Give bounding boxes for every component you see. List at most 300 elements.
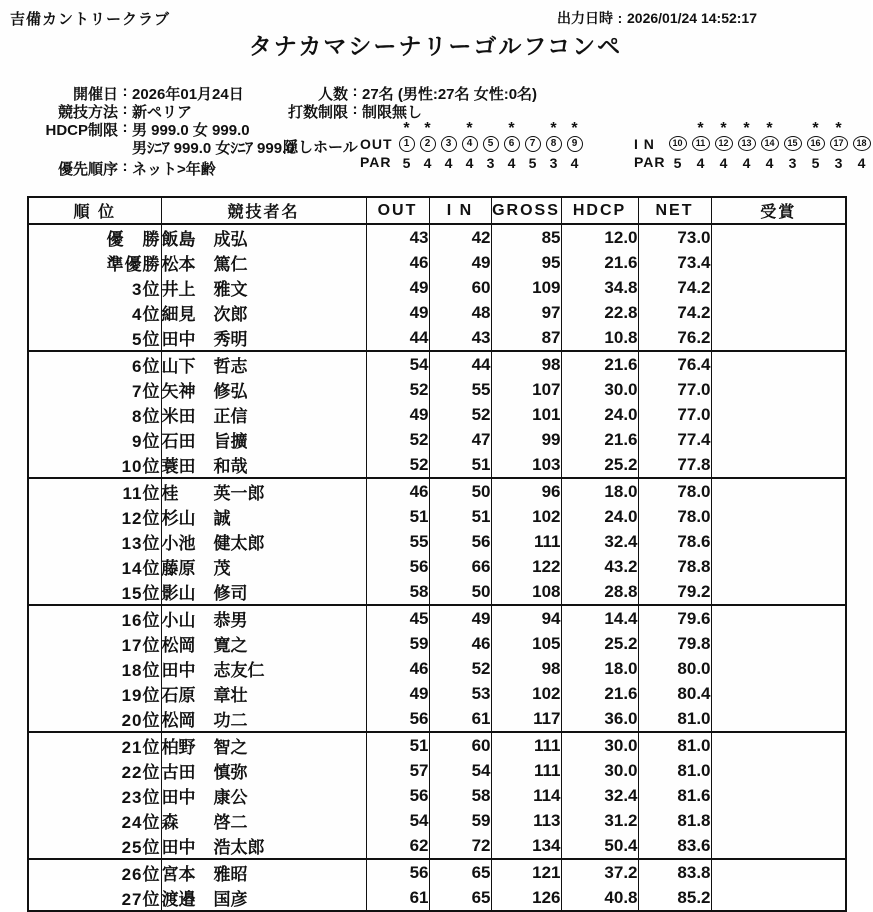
table-row [28,300,846,325]
gross-score-cell: 94 [491,605,561,631]
circled-hole-number: 9 [567,136,583,152]
table-row [28,275,846,300]
par-value: 3 [486,155,495,171]
rank-cell: 13位 [121,534,161,553]
award-cell [711,402,846,427]
gross-score-cell: 113 [491,808,561,833]
net-score-cell: 81.0 [638,758,711,783]
player-name-cell [161,402,366,427]
table-row [28,325,846,351]
given-name: 誠 [213,509,231,528]
column-header: 競技者名 [161,197,366,224]
colon: : [352,83,358,100]
hole-number-cell [480,136,501,154]
rank-cell: 5位 [28,325,161,351]
table-row [28,452,846,478]
given-name: 慎弥 [213,763,248,782]
hidden-hole-star: * [424,120,431,137]
rank-cell: 3位 [132,280,161,299]
player-name-cell [161,758,366,783]
award-cell [711,529,846,554]
hidden-hole-star: * [466,120,473,137]
award-cell [711,681,846,706]
par-value: 3 [834,155,843,171]
print-datetime [557,8,757,28]
in-score-cell: 66 [429,554,491,579]
hole-number-cell [712,136,735,154]
player-name-cell [161,325,366,351]
out-score-cell: 56 [366,554,429,579]
out-score-cell: 56 [366,706,429,732]
column-header: 順 位 [28,197,161,224]
par-label: PAR [634,154,666,170]
net-score-cell: 81.8 [638,808,711,833]
player-name-cell [161,605,366,631]
in-score-cell: 52 [429,402,491,427]
award-cell [711,325,846,351]
player-name-cell [161,554,366,579]
family-name: 田中 [161,330,196,349]
family-name: 小池 [161,534,196,553]
hidden-hole-star: * [812,120,819,137]
table-row [28,250,846,275]
out-score-cell: 54 [366,808,429,833]
hdcp-cell: 50.4 [561,833,638,859]
given-name: 茂 [213,559,231,578]
player-name-cell [161,300,366,325]
family-name: 影山 [161,584,196,603]
gross-score-cell: 98 [491,656,561,681]
par-value: 4 [719,155,728,171]
hidden-hole-star: * [550,120,557,137]
net-score-cell: 74.2 [638,300,711,325]
net-score-cell: 73.4 [638,250,711,275]
table-row [28,808,846,833]
hidden-hole-star [522,122,543,136]
gross-score-cell: 109 [491,275,561,300]
table-row [28,783,846,808]
family-name: 細見 [161,305,196,324]
in-score-cell: 59 [429,808,491,833]
in-score-cell: 51 [429,452,491,478]
family-name: 松岡 [161,711,196,730]
hole-number-cell [459,136,480,154]
given-name: 哲志 [213,357,248,376]
gross-score-cell: 111 [491,758,561,783]
player-name-cell [161,783,366,808]
net-score-cell: 81.0 [638,732,711,758]
hole-number-cell [396,136,417,154]
hidden-hole-star: * [403,120,410,137]
hidden-hole-star: * [720,120,727,137]
gross-score-cell: 111 [491,732,561,758]
player-name-cell [161,631,366,656]
award-cell [711,859,846,885]
in-score-cell: 49 [429,250,491,275]
family-name: 石田 [161,432,196,451]
hole-number-cell [781,136,804,154]
hdcp-limit-senior-value: 男ｼﾆｱ 999.0 女ｼﾆｱ 999.0 [132,140,295,157]
results-header-row [28,197,846,224]
circled-hole-number: 13 [738,136,756,151]
colon: : [122,158,128,175]
given-name: 啓二 [213,813,248,832]
family-name: 蓑田 [161,457,196,476]
given-name: 寛之 [213,636,248,655]
out-score-cell: 62 [366,833,429,859]
family-name: 飯島 [161,230,196,249]
page-title: タナカマシーナリーゴルフコンペ [248,33,623,59]
out-score-cell: 51 [366,504,429,529]
player-name-cell [161,224,366,250]
in-score-cell: 48 [429,300,491,325]
hidden-hole-star [850,122,873,136]
circled-hole-number: 6 [504,136,520,152]
hdcp-cell: 22.8 [561,300,638,325]
given-name: 旨擴 [213,432,248,451]
in-score-cell: 50 [429,579,491,605]
given-name: 英一郎 [213,484,265,503]
rank-cell: 9位 [132,432,161,451]
hdcp-cell: 30.0 [561,758,638,783]
award-cell [711,656,846,681]
hdcp-cell: 25.2 [561,631,638,656]
column-header: OUT [366,197,429,224]
net-score-cell: 78.0 [638,478,711,504]
net-score-cell: 79.6 [638,605,711,631]
out-score-cell: 56 [366,859,429,885]
circled-hole-number: 14 [761,136,779,151]
table-row [28,706,846,732]
gross-score-cell: 122 [491,554,561,579]
holes-side-label: I N [634,136,655,152]
in-score-cell: 60 [429,275,491,300]
player-name-cell [161,681,366,706]
rank-cell: 27位 [121,890,161,909]
award-cell [711,783,846,808]
award-cell [711,808,846,833]
par-value: 4 [423,155,432,171]
circled-hole-number: 12 [715,136,733,151]
rank-cell: 21位 [121,738,161,757]
in-score-cell: 42 [429,224,491,250]
family-name: 柏野 [161,738,196,757]
gross-score-cell: 97 [491,300,561,325]
rank-cell: 24位 [121,813,161,832]
award-cell [711,579,846,605]
gross-score-cell: 102 [491,681,561,706]
gross-score-cell: 103 [491,452,561,478]
given-name: 章壮 [213,686,248,705]
given-name: 功二 [213,711,248,730]
award-cell [711,631,846,656]
net-score-cell: 80.4 [638,681,711,706]
hidden-hole-star [666,122,689,136]
in-score-cell: 52 [429,656,491,681]
rank-cell: 15位 [28,579,161,605]
table-row [28,681,846,706]
hdcp-cell: 21.6 [561,427,638,452]
rank-cell: 16位 [121,611,161,630]
player-name-cell [161,275,366,300]
circled-hole-number: 18 [853,136,871,151]
given-name: 秀明 [213,330,248,349]
rank-cell: 8位 [132,407,161,426]
award-cell [711,504,846,529]
hole-number-cell [827,136,850,154]
priority-order-label: 優先順序 [57,161,118,178]
holes-side-label: OUT [360,136,393,152]
table-row [28,631,846,656]
par-value: 4 [507,155,516,171]
table-row [28,402,846,427]
award-cell [711,605,846,631]
in-score-cell: 65 [429,885,491,911]
gross-score-cell: 95 [491,250,561,275]
column-header: GROSS [491,197,561,224]
net-score-cell: 81.6 [638,783,711,808]
player-name-cell [161,529,366,554]
par-value: 5 [528,155,537,171]
hdcp-cell: 21.6 [561,250,638,275]
award-cell [711,706,846,732]
results-table [27,196,847,912]
in-score-cell: 54 [429,758,491,783]
in-score-cell: 55 [429,377,491,402]
hdcp-cell: 14.4 [561,605,638,631]
net-score-cell: 77.8 [638,452,711,478]
net-score-cell: 73.0 [638,224,711,250]
gross-score-cell: 101 [491,402,561,427]
gross-score-cell: 98 [491,351,561,377]
award-cell [711,452,846,478]
rank-cell: 19位 [121,686,161,705]
family-name: 松岡 [161,636,196,655]
hidden-hole-star [781,122,804,136]
rank-cell: 11位 [122,484,161,503]
gross-score-cell: 108 [491,579,561,605]
in-score-cell: 46 [429,631,491,656]
circled-hole-number: 17 [830,136,848,151]
hdcp-cell: 37.2 [561,859,638,885]
out-score-cell: 58 [366,579,429,605]
family-name: 井上 [161,280,196,299]
given-name: 恭男 [213,611,248,630]
in-score-cell: 44 [429,351,491,377]
circled-hole-number: 1 [399,136,415,152]
hole-number-cell [417,136,438,154]
circled-hole-number: 11 [692,136,710,151]
hidden-hole-star: * [571,120,578,137]
colon: : [352,101,358,118]
circled-hole-number: 5 [483,136,499,152]
table-row [28,478,846,504]
gross-score-cell: 85 [491,224,561,250]
hidden-hole-star: * [508,120,515,137]
award-cell [711,554,846,579]
hole-number-cell [666,136,689,154]
hole-number-cell [522,136,543,154]
column-header: I N [429,197,491,224]
award-cell [711,885,846,911]
player-name-cell [161,478,366,504]
hdcp-limit-value: 男 999.0 女 999.0 [132,122,250,139]
rank-cell: 12位 [121,509,161,528]
rank-cell: 20位 [28,706,161,732]
family-name: 桂 [161,484,179,503]
out-score-cell: 54 [366,351,429,377]
hole-number-cell [501,136,522,154]
award-cell [711,224,846,250]
rank-cell: 優 勝 [106,230,161,249]
event-date-value: 2026年01月24日 [132,86,244,103]
player-name-cell [161,833,366,859]
table-row [28,656,846,681]
circled-hole-number: 10 [669,136,687,151]
club-name: 吉備カントリークラブ [10,11,171,28]
net-score-cell: 85.2 [638,885,711,911]
award-cell [711,377,846,402]
in-score-cell: 61 [429,706,491,732]
circled-hole-number: 4 [462,136,478,152]
out-score-cell: 49 [366,300,429,325]
table-row [28,758,846,783]
hdcp-cell: 36.0 [561,706,638,732]
given-name: 篤仁 [213,255,248,274]
net-score-cell: 79.2 [638,579,711,605]
out-score-cell: 51 [366,732,429,758]
given-name: 康公 [213,788,248,807]
hdcp-cell: 18.0 [561,478,638,504]
in-score-cell: 56 [429,529,491,554]
net-score-cell: 83.8 [638,859,711,885]
rank-cell: 25位 [28,833,161,859]
in-score-cell: 49 [429,605,491,631]
spacer [634,122,666,136]
player-name-cell [161,656,366,681]
family-name: 宮本 [161,865,196,884]
in-score-cell: 47 [429,427,491,452]
hdcp-cell: 12.0 [561,224,638,250]
priority-order-line [8,158,216,179]
table-row [28,885,846,911]
player-name-cell [161,452,366,478]
colon: : [122,119,128,136]
hdcp-cell: 10.8 [561,325,638,351]
in-score-cell: 58 [429,783,491,808]
award-cell [711,427,846,452]
award-cell [711,300,846,325]
par-value: 4 [465,155,474,171]
given-name: 修司 [213,584,248,603]
out-score-cell: 46 [366,250,429,275]
award-cell [711,275,846,300]
hdcp-cell: 32.4 [561,529,638,554]
par-value: 4 [444,155,453,171]
player-name-cell [161,579,366,605]
net-score-cell: 78.0 [638,504,711,529]
given-name: 和哉 [213,457,248,476]
table-row [28,579,846,605]
out-score-cell: 52 [366,377,429,402]
colon: : [617,10,623,26]
out-score-cell: 45 [366,605,429,631]
competition-method-label: 競技方法 [57,104,118,121]
rank-cell: 18位 [121,661,161,680]
hidden-holes-out-grid [360,122,585,172]
in-score-cell: 53 [429,681,491,706]
rank-cell: 準優勝 [106,255,161,274]
hdcp-cell: 21.6 [561,351,638,377]
hole-number-cell [850,136,873,154]
gross-score-cell: 114 [491,783,561,808]
gross-score-cell: 111 [491,529,561,554]
out-score-cell: 49 [366,681,429,706]
par-value: 4 [570,155,579,171]
hole-number-cell [758,136,781,154]
award-cell [711,732,846,758]
priority-order-value: ネット>年齢 [132,161,216,178]
net-score-cell: 80.0 [638,656,711,681]
family-name: 田中 [161,838,196,857]
given-name: 次郎 [213,305,248,324]
hole-number-cell [543,136,564,154]
out-score-cell: 44 [366,325,429,351]
competition-method-value: 新ペリア [132,104,193,121]
circled-hole-number: 2 [420,136,436,152]
net-score-cell: 78.6 [638,529,711,554]
hidden-holes-in-grid [634,122,873,172]
gross-score-cell: 102 [491,504,561,529]
award-cell [711,250,846,275]
column-header: HDCP [561,197,638,224]
gross-score-cell: 87 [491,325,561,351]
hole-number-cell [564,136,585,154]
stroke-limit-value: 制限無し [362,104,423,121]
award-cell [711,478,846,504]
hole-number-cell [438,136,459,154]
event-date-label: 開催日 [72,86,118,103]
family-name: 森 [161,813,179,832]
award-cell [711,833,846,859]
hdcp-cell: 24.0 [561,504,638,529]
given-name: 雅昭 [213,865,248,884]
in-score-cell: 43 [429,325,491,351]
table-row [28,377,846,402]
in-score-cell: 65 [429,859,491,885]
gross-score-cell: 99 [491,427,561,452]
hidden-hole-star: * [835,120,842,137]
out-score-cell: 52 [366,452,429,478]
hdcp-cell: 31.2 [561,808,638,833]
hdcp-cell: 32.4 [561,783,638,808]
net-score-cell: 74.2 [638,275,711,300]
hidden-hole-star: * [697,120,704,137]
out-score-cell: 46 [366,656,429,681]
player-name-cell [161,351,366,377]
family-name: 藤原 [161,559,196,578]
net-score-cell: 81.0 [638,706,711,732]
rank-cell: 10位 [28,452,161,478]
award-cell [711,758,846,783]
spacer [360,122,396,136]
par-value: 3 [549,155,558,171]
gross-score-cell: 105 [491,631,561,656]
column-header: 受賞 [711,197,846,224]
family-name: 古田 [161,763,196,782]
hdcp-cell: 25.2 [561,452,638,478]
in-score-cell: 72 [429,833,491,859]
